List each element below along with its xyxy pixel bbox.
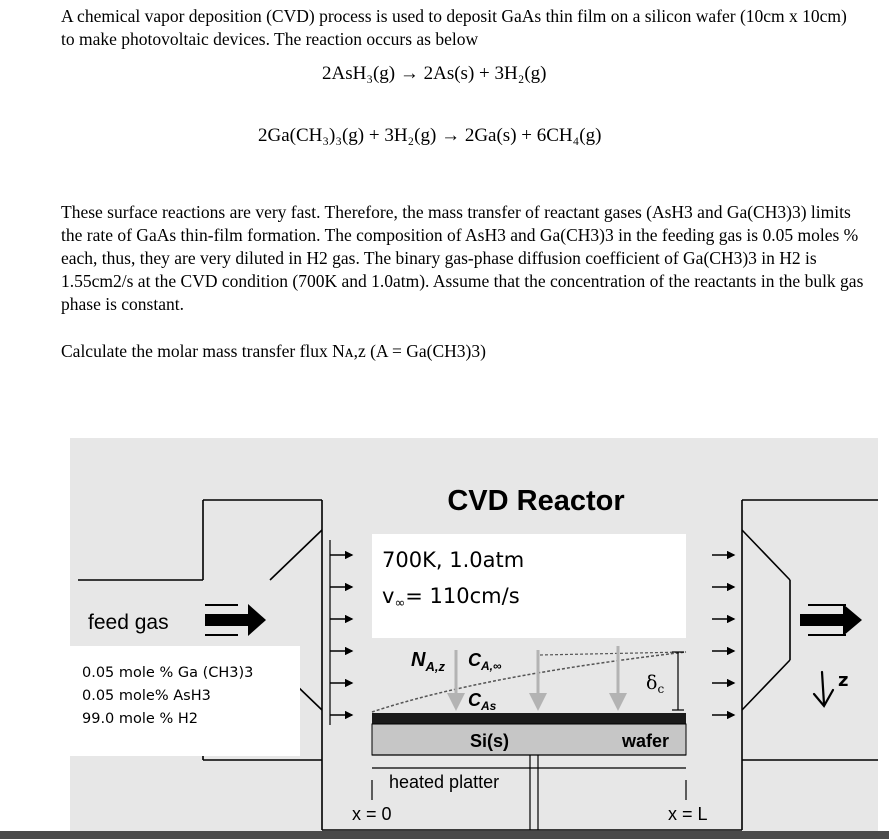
bottom-edge-bar	[0, 831, 889, 839]
boundary-layer-thickness-label: $\delta_c$	[646, 672, 665, 696]
problem-question: Calculate the molar mass transfer flux Nᴀ,z (A = Ga(CH3)3)	[61, 341, 486, 361]
problem-body: These surface reactions are very fast. Therefore, the mass transfer of reactant gases (AsH3 and Ga(CH3)3) limits the rate of GaAs thin-film formation. The composition of AsH3 and Ga(CH3)3 in the feeding gas is 0.05 moles % each, thus, they are very diluted in H2 gas. The binary gas-phase diffusion coefficient of Ga(CH3)3 in H2 is 1.55cm2/s at the CVD condition (700K and 1.0atm). Assume that the concentration of the reactants in the bulk gas phase is constant.	[61, 202, 864, 314]
wafer-layer	[372, 713, 686, 724]
reaction-equation-trimethylgallium: 2Ga(CH₃)₃(g) + 3H₂(g) → 2Ga(s) + 6CH₄(g)	[258, 125, 602, 146]
flux-label: $N_{A,z}$	[411, 649, 445, 674]
surface-concentration-label: $C_{As}$	[468, 690, 497, 713]
wafer-label: wafer	[622, 731, 670, 751]
feed-composition-h2: 99.0 mole % H2	[82, 711, 198, 727]
bulk-concentration-label: $C_{A,\infty}$	[468, 650, 502, 673]
problem-intro: A chemical vapor deposition (CVD) process is used to deposit GaAs thin film on a silicon wafer (10cm x 10cm) to make photovoltaic devices. The reaction occurs as below	[61, 6, 847, 49]
feed-composition-ga: 0.05 mole % Ga (CH3)3	[82, 665, 254, 681]
platter-label: heated platter	[389, 772, 500, 792]
z-axis-label: z	[838, 670, 849, 691]
substrate-label: Si(s)	[470, 731, 510, 751]
condition-temperature-pressure: 700K, 1.0atm	[382, 548, 525, 572]
x-length-label: x = L	[668, 804, 708, 824]
x-zero-label: x = 0	[352, 804, 392, 824]
feed-composition-ash3: 0.05 mole% AsH3	[82, 688, 211, 704]
figure-title: CVD Reactor	[447, 485, 625, 517]
condition-velocity: v∞= 110cm/s	[382, 584, 520, 611]
feed-gas-label: feed gas	[88, 611, 169, 634]
reaction-equation-arsine: 2AsH₃(g) → 2As(s) + 3H₂(g)	[322, 63, 547, 84]
